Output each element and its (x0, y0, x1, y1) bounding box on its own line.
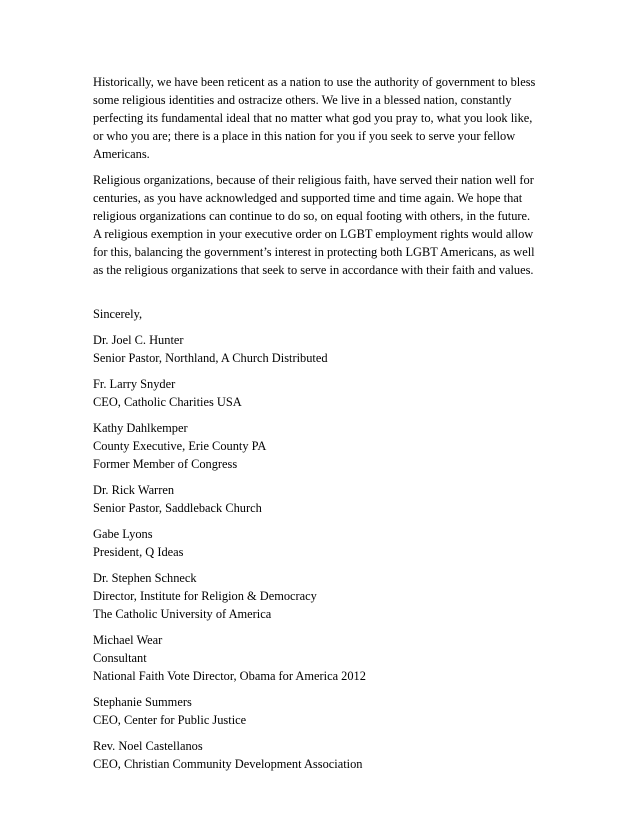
paragraph-line: centuries, as you have acknowledged and supported time and time again. We hope that (93, 191, 523, 205)
signatory-block (93, 419, 563, 473)
signatory-title: President, Q Ideas (93, 545, 184, 559)
signature-spacer (93, 323, 563, 331)
signatory-title: CEO, Catholic Charities USA (93, 395, 242, 409)
paragraph-line: Historically, we have been reticent as a nation to use the authority of government to bless (93, 75, 536, 89)
signatory-name: Kathy Dahlkemper (93, 421, 188, 435)
signatory-name: Rev. Noel Castellanos (93, 739, 203, 753)
paragraph-2 (93, 171, 563, 279)
signatory-name: Michael Wear (93, 633, 163, 647)
paragraph-line: for this, balancing the government’s interest in protecting both LGBT Americans, as well (93, 245, 535, 259)
signatory-title: Senior Pastor, Saddleback Church (93, 501, 262, 515)
paragraph-line: or who you are; there is a place in this nation for you if you seek to serve your fellow (93, 129, 516, 143)
signatory-name: Dr. Joel C. Hunter (93, 333, 184, 347)
signatory-title: The Catholic University of America (93, 607, 272, 621)
signatory-block (93, 481, 563, 517)
letter-page (93, 73, 563, 781)
paragraph-line: some religious identities and ostracize others. We live in a blessed nation, constantly (93, 93, 512, 107)
signatory-title: National Faith Vote Director, Obama for America 2012 (93, 669, 366, 683)
paragraph-spacer (93, 163, 563, 171)
signatory-name: Dr. Rick Warren (93, 483, 175, 497)
paragraph-line: as the religious organizations that seek to serve in accordance with their faith and values. (93, 263, 534, 277)
signatory-title: CEO, Center for Public Justice (93, 713, 247, 727)
signatory-name: Fr. Larry Snyder (93, 377, 176, 391)
signatory-name: Stephanie Summers (93, 695, 192, 709)
paragraph-line: A religious exemption in your executive order on LGBT employment rights would allow (93, 227, 534, 241)
signatories-list (93, 331, 563, 773)
signatory-block (93, 569, 563, 623)
signatory-title: Senior Pastor, Northland, A Church Distributed (93, 351, 328, 365)
paragraph-line: perfecting its fundamental ideal that no matter what god you pray to, what you look like, (93, 111, 533, 125)
signatory-title: Director, Institute for Religion & Democracy (93, 589, 317, 603)
paragraph-line: Religious organizations, because of their religious faith, have served their nation well for (93, 173, 534, 187)
signatory-block (93, 525, 563, 561)
signatory-title: CEO, Christian Community Development Association (93, 757, 363, 771)
paragraph-line: religious organizations can continue to do so, on equal footing with others, in the future. (93, 209, 531, 223)
paragraph-1 (93, 73, 563, 163)
paragraph-line: Americans. (93, 147, 150, 161)
signatory-block (93, 737, 563, 773)
signatory-block (93, 693, 563, 729)
signatory-block (93, 375, 563, 411)
signatory-block (93, 331, 563, 367)
signatory-title: Former Member of Congress (93, 457, 238, 471)
closing-salutation: Sincerely, (93, 307, 143, 321)
signatory-name: Gabe Lyons (93, 527, 153, 541)
signatory-title: County Executive, Erie County PA (93, 439, 267, 453)
closing-spacer (93, 279, 563, 305)
signatory-name: Dr. Stephen Schneck (93, 571, 197, 585)
signatory-block (93, 631, 563, 685)
signatory-title: Consultant (93, 651, 147, 665)
